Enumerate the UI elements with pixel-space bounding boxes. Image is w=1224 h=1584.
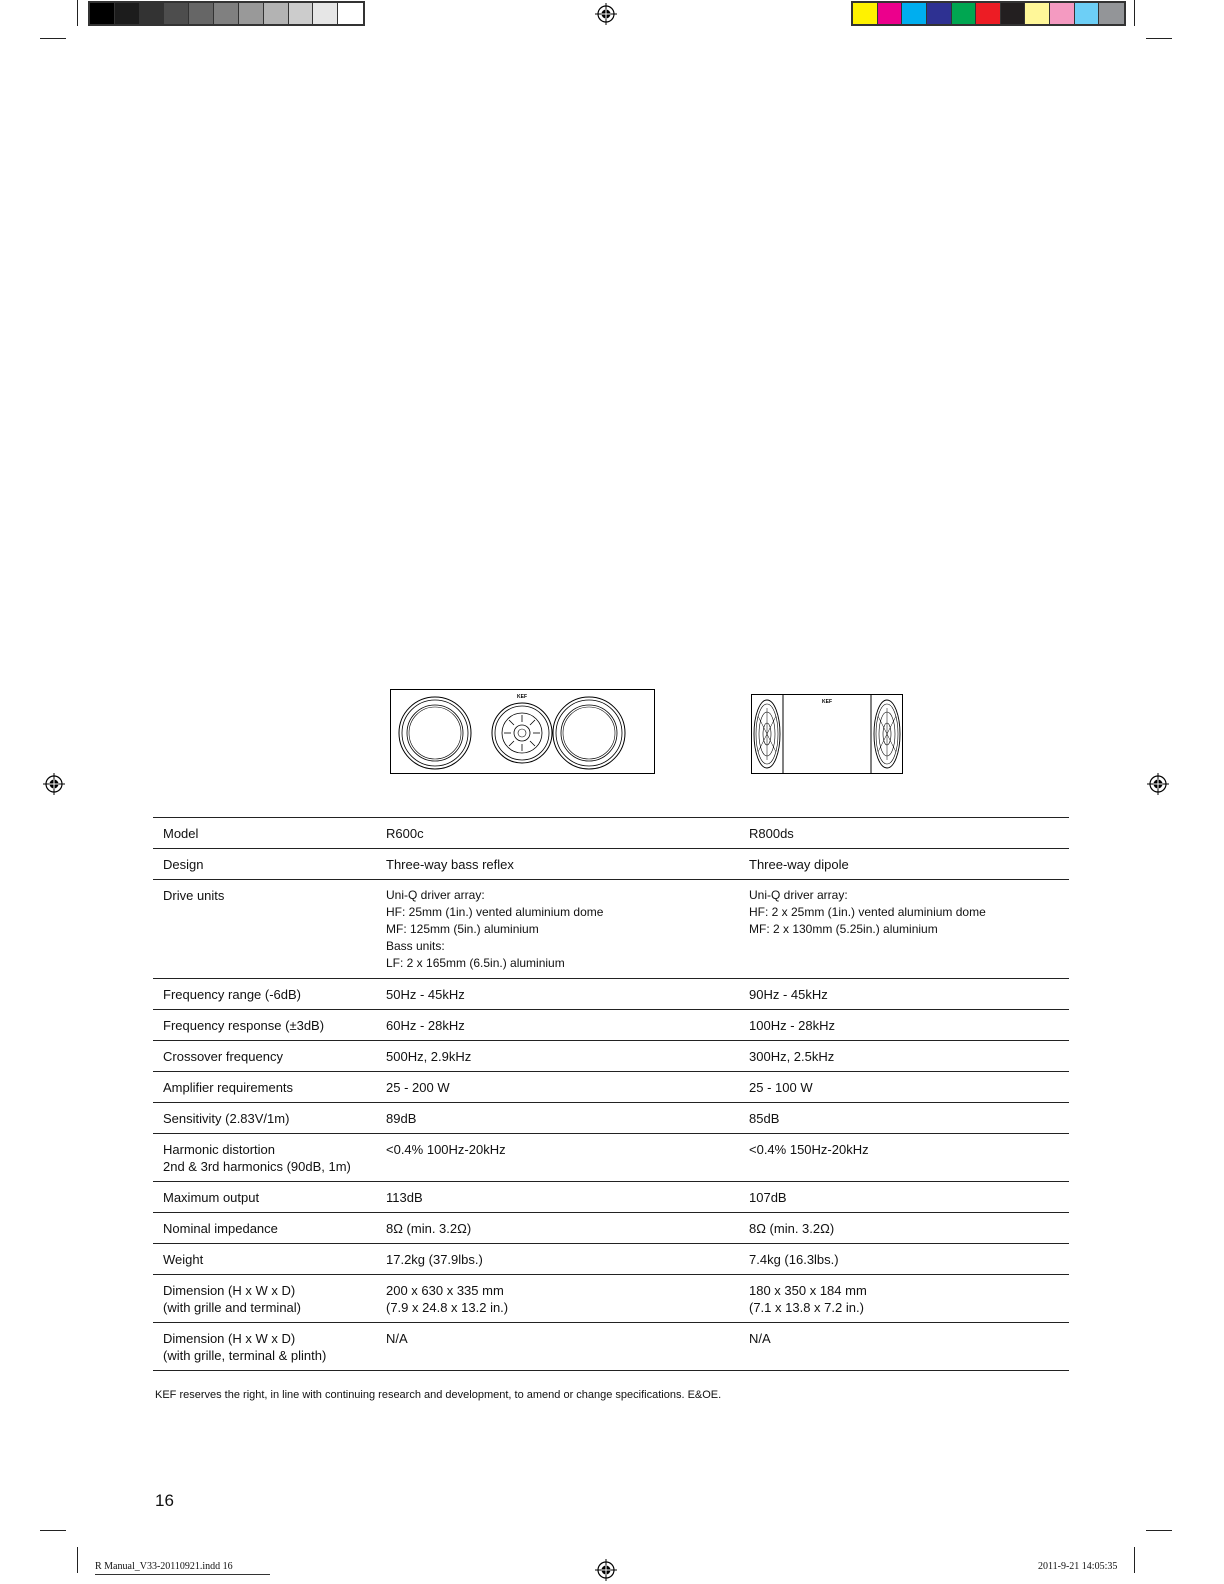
r600c-value-line: 113dB — [386, 1190, 423, 1205]
r600c-value-line: 200 x 630 x 335 mm — [386, 1283, 504, 1298]
r600c-value-cell — [376, 1041, 739, 1072]
r800ds-kef-logo: KEF — [822, 699, 832, 705]
r800ds-value-line: MF: 2 x 130mm (5.25in.) aluminium — [749, 922, 938, 936]
r600c-value-line: Bass units: — [386, 939, 445, 953]
spec-label-cell — [153, 1275, 376, 1323]
grayscale-swatch — [140, 3, 165, 24]
spec-label-cell — [153, 880, 376, 979]
r800ds-value-cell — [739, 1072, 1069, 1103]
r600c-value-line: 25 - 200 W — [386, 1080, 450, 1095]
crop-mark — [1134, 0, 1135, 26]
slug-file-name: R Manual_V33-20110921.indd 16 — [95, 1561, 233, 1572]
spec-label-line: Frequency response (±3dB) — [163, 1018, 325, 1033]
r600c-value-line: (7.9 x 24.8 x 13.2 in.) — [386, 1300, 509, 1315]
r800ds-value-line: N/A — [749, 1331, 771, 1346]
r600c-value-line: 50Hz - 45kHz — [386, 987, 465, 1002]
r800ds-value-line: 300Hz, 2.5kHz — [749, 1049, 835, 1064]
spec-label-line: Maximum output — [163, 1190, 260, 1205]
spec-label-line: Dimension (H x W x D) — [163, 1283, 296, 1298]
r600c-value-line: 60Hz - 28kHz — [386, 1018, 465, 1033]
process-color-swatch — [952, 3, 977, 24]
spec-label-line: Nominal impedance — [163, 1221, 278, 1236]
r600c-speaker-drawing — [390, 689, 657, 775]
spec-label-line: (with grille and terminal) — [163, 1300, 301, 1315]
r600c-value-line: LF: 2 x 165mm (6.5in.) aluminium — [386, 956, 565, 970]
spec-label-cell — [153, 1010, 376, 1041]
spec-row — [153, 1103, 1069, 1134]
spec-label-cell — [153, 1041, 376, 1072]
grayscale-swatch — [264, 3, 289, 24]
spec-label-cell — [153, 1103, 376, 1134]
r600c-value-line: MF: 125mm (5in.) aluminium — [386, 922, 539, 936]
r600c-value-cell — [376, 979, 739, 1010]
r800ds-value-line: R800ds — [749, 826, 794, 841]
spec-label-cell — [153, 1323, 376, 1371]
process-color-swatch — [902, 3, 927, 24]
spec-label-line: Sensitivity (2.83V/1m) — [163, 1111, 290, 1126]
spec-label-cell — [153, 1244, 376, 1275]
r600c-value-cell — [376, 1134, 739, 1182]
r800ds-speaker-drawing — [751, 694, 904, 775]
disclaimer-text: KEF reserves the right, in line with continuing research and development, to amend or change specifications. E&OE. — [155, 1389, 722, 1401]
spec-row — [153, 1213, 1069, 1244]
r600c-value-line: 500Hz, 2.9kHz — [386, 1049, 472, 1064]
r600c-value-cell — [376, 1323, 739, 1371]
grayscale-color-bar — [88, 1, 365, 26]
spec-label-cell — [153, 818, 376, 849]
r600c-value-line: <0.4% 100Hz-20kHz — [386, 1142, 506, 1157]
spec-row — [153, 818, 1069, 849]
r800ds-value-cell — [739, 1103, 1069, 1134]
r800ds-value-line: Uni-Q driver array: — [749, 888, 848, 902]
slug-timestamp: 2011-9-21 14:05:35 — [1038, 1561, 1118, 1572]
r600c-value-cell — [376, 1213, 739, 1244]
spec-label-line: Frequency range (-6dB) — [163, 987, 302, 1002]
spec-label-cell — [153, 1213, 376, 1244]
specifications-table — [153, 817, 1069, 1371]
spec-label-line: Amplifier requirements — [163, 1080, 294, 1095]
process-color-swatch — [1001, 3, 1026, 24]
r600c-value-line: 8Ω (min. 3.2Ω) — [386, 1221, 472, 1236]
r800ds-value-line: 100Hz - 28kHz — [749, 1018, 835, 1033]
registration-mark-icon — [43, 773, 65, 795]
r600c-value-cell — [376, 1244, 739, 1275]
spec-row — [153, 979, 1069, 1010]
process-color-bar — [851, 1, 1126, 26]
r600c-value-cell — [376, 1103, 739, 1134]
spec-label-cell — [153, 849, 376, 880]
r800ds-value-line: 7.4kg (16.3lbs.) — [749, 1252, 839, 1267]
crop-mark — [1146, 38, 1172, 39]
r800ds-value-line: 25 - 100 W — [749, 1080, 813, 1095]
registration-mark-icon — [595, 3, 617, 25]
crop-mark — [40, 38, 66, 39]
registration-mark-icon — [595, 1559, 617, 1581]
r800ds-value-cell — [739, 849, 1069, 880]
r600c-value-line: Three-way bass reflex — [386, 857, 514, 872]
process-color-swatch — [1075, 3, 1100, 24]
spec-label-line: Design — [163, 857, 204, 872]
r600c-value-cell — [376, 1275, 739, 1323]
r800ds-value-cell — [739, 1134, 1069, 1182]
spec-label-line: (with grille, terminal & plinth) — [163, 1348, 327, 1363]
spec-label-line: Weight — [163, 1252, 204, 1267]
r600c-value-line: 17.2kg (37.9lbs.) — [386, 1252, 483, 1267]
r800ds-value-cell — [739, 1244, 1069, 1275]
r800ds-value-cell — [739, 979, 1069, 1010]
spec-row — [153, 1182, 1069, 1213]
grayscale-swatch — [289, 3, 314, 24]
process-color-swatch — [927, 3, 952, 24]
r800ds-value-line: Three-way dipole — [749, 857, 849, 872]
r800ds-value-line: 90Hz - 45kHz — [749, 987, 828, 1002]
grayscale-swatch — [90, 3, 115, 24]
r800ds-value-cell — [739, 1275, 1069, 1323]
process-color-swatch — [1050, 3, 1075, 24]
spec-row — [153, 880, 1069, 979]
spec-label-cell — [153, 1182, 376, 1213]
spec-label-line: Drive units — [163, 888, 225, 903]
r800ds-value-cell — [739, 1323, 1069, 1371]
grayscale-swatch — [239, 3, 264, 24]
r800ds-value-cell — [739, 1182, 1069, 1213]
r600c-value-cell — [376, 880, 739, 979]
spec-label-line: Dimension (H x W x D) — [163, 1331, 296, 1346]
spec-row — [153, 1275, 1069, 1323]
spec-row — [153, 1134, 1069, 1182]
spec-row — [153, 1010, 1069, 1041]
slug-underline — [95, 1574, 270, 1575]
spec-label-line: Crossover frequency — [163, 1049, 283, 1064]
spec-label-line: 2nd & 3rd harmonics (90dB, 1m) — [163, 1159, 351, 1174]
r800ds-value-line: 107dB — [749, 1190, 787, 1205]
spec-row — [153, 1323, 1069, 1371]
r600c-value-line: N/A — [386, 1331, 408, 1346]
r800ds-value-line: 180 x 350 x 184 mm — [749, 1283, 867, 1298]
crop-mark — [77, 1547, 78, 1573]
r600c-value-cell — [376, 1072, 739, 1103]
spec-row — [153, 1041, 1069, 1072]
r800ds-value-cell — [739, 1041, 1069, 1072]
crop-mark — [1134, 1547, 1135, 1573]
process-color-swatch — [976, 3, 1001, 24]
grayscale-swatch — [313, 3, 338, 24]
registration-mark-icon — [1147, 773, 1169, 795]
r600c-value-line: R600c — [386, 826, 424, 841]
process-color-swatch — [1025, 3, 1050, 24]
grayscale-swatch — [164, 3, 189, 24]
page-number: 16 — [155, 1491, 174, 1510]
grayscale-swatch — [338, 3, 363, 24]
spec-label-cell — [153, 1134, 376, 1182]
grayscale-swatch — [189, 3, 214, 24]
r800ds-value-line: 85dB — [749, 1111, 780, 1126]
r600c-value-line: Uni-Q driver array: — [386, 888, 485, 902]
r800ds-value-line: (7.1 x 13.8 x 7.2 in.) — [749, 1300, 864, 1315]
grayscale-swatch — [214, 3, 239, 24]
r600c-kef-logo: KEF — [517, 694, 527, 700]
r800ds-value-line: 8Ω (min. 3.2Ω) — [749, 1221, 835, 1236]
r800ds-value-cell — [739, 818, 1069, 849]
r800ds-value-cell — [739, 880, 1069, 979]
process-color-swatch — [1099, 3, 1124, 24]
r600c-value-cell — [376, 1182, 739, 1213]
process-color-swatch — [878, 3, 903, 24]
r800ds-value-cell — [739, 1213, 1069, 1244]
spec-label-line: Harmonic distortion — [163, 1142, 275, 1157]
spec-label-line: Model — [163, 826, 199, 841]
grayscale-swatch — [115, 3, 140, 24]
specifications-table-body — [153, 818, 1069, 1371]
r800ds-value-line: HF: 2 x 25mm (1in.) vented aluminium dome — [749, 905, 986, 919]
r600c-value-cell — [376, 1010, 739, 1041]
crop-mark — [1146, 1530, 1172, 1531]
r600c-value-line: 89dB — [386, 1111, 417, 1126]
r800ds-value-line: <0.4% 150Hz-20kHz — [749, 1142, 869, 1157]
spec-label-cell — [153, 1072, 376, 1103]
r600c-value-cell — [376, 818, 739, 849]
crop-mark — [40, 1530, 66, 1531]
crop-mark — [77, 0, 78, 26]
spec-label-cell — [153, 979, 376, 1010]
spec-row — [153, 1072, 1069, 1103]
r600c-value-cell — [376, 849, 739, 880]
process-color-swatch — [853, 3, 878, 24]
spec-row — [153, 1244, 1069, 1275]
spec-row — [153, 849, 1069, 880]
r800ds-value-cell — [739, 1010, 1069, 1041]
r600c-value-line: HF: 25mm (1in.) vented aluminium dome — [386, 905, 604, 919]
